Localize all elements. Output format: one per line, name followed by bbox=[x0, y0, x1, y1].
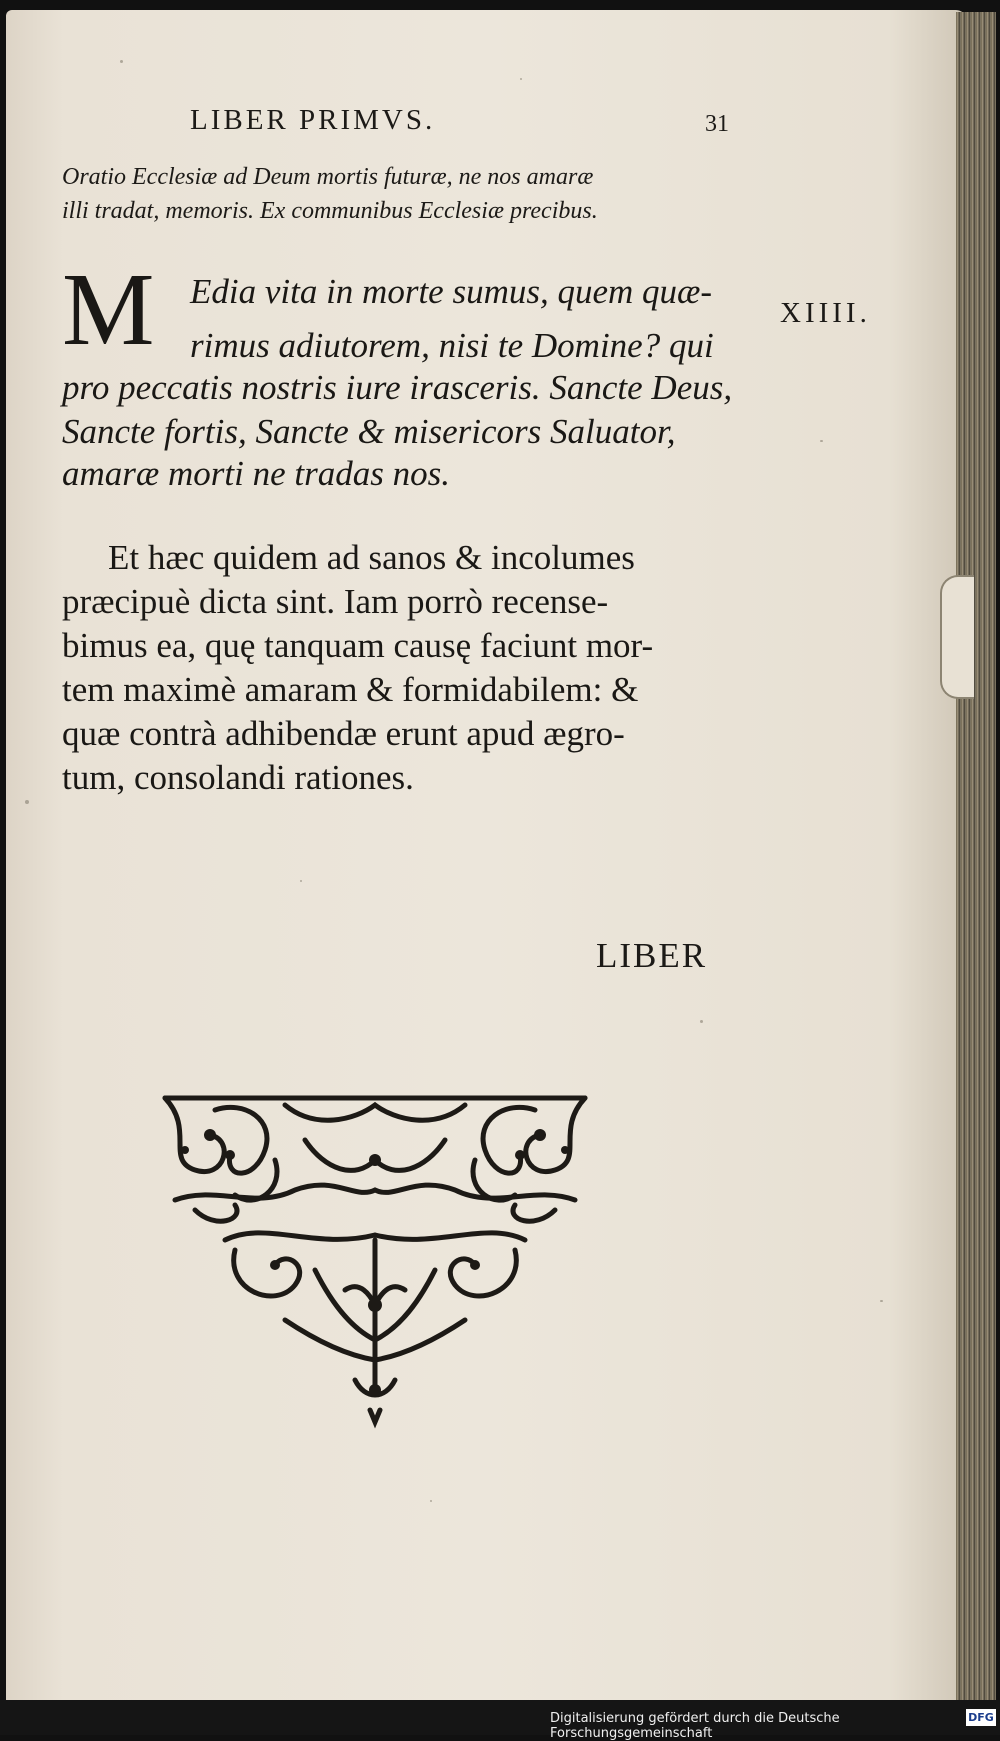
prayer-line: rimus adiutorem, nisi te Domine? qui bbox=[190, 326, 714, 365]
paragraph-line: quæ contrà adhibendæ erunt apud ægro- bbox=[62, 714, 625, 753]
dfg-logo: DFG bbox=[966, 1709, 996, 1726]
paragraph-line: præcipuè dicta sint. Iam porrò recense- bbox=[62, 582, 609, 621]
paper-speck bbox=[880, 1300, 883, 1302]
paper-speck bbox=[300, 880, 302, 882]
drop-cap: M bbox=[62, 252, 155, 367]
prayer-line: Edia vita in morte sumus, quem quæ- bbox=[190, 272, 713, 311]
paper-speck bbox=[120, 60, 123, 63]
paper-speck bbox=[520, 78, 522, 80]
paragraph-line: tum, consolandi rationes. bbox=[62, 758, 414, 797]
margin-numeral: XIIII. bbox=[780, 297, 871, 329]
page-number: 31 bbox=[705, 111, 729, 137]
footer-credit: Digitalisierung gefördert durch die Deutsche Forschungsgemeinschaft bbox=[550, 1711, 840, 1741]
caption-line: illi tradat, memoris. Ex communibus Ecclesiæ precibus. bbox=[62, 198, 598, 224]
paper-speck bbox=[430, 1500, 432, 1502]
prayer-line: amaræ morti ne tradas nos. bbox=[62, 454, 450, 493]
paper-speck bbox=[25, 800, 29, 804]
paper-speck bbox=[820, 440, 823, 442]
paper-tab bbox=[940, 575, 974, 699]
paragraph-line: bimus ea, quę tanquam causę faciunt mor- bbox=[62, 626, 654, 665]
catchword: LIBER bbox=[596, 936, 708, 975]
paper-speck bbox=[700, 1020, 703, 1023]
printers-fleuron-icon bbox=[155, 1090, 595, 1430]
running-head: LIBER PRIMVS. bbox=[190, 104, 436, 136]
page-edges bbox=[956, 12, 996, 1702]
prayer-line: pro peccatis nostris iure irasceris. Sancte Deus, bbox=[62, 368, 733, 407]
prayer-line: Sancte fortis, Sancte & misericors Saluator, bbox=[62, 412, 676, 451]
caption-line: Oratio Ecclesiæ ad Deum mortis futuræ, ne nos amaræ bbox=[62, 164, 594, 190]
paragraph-line: tem maximè amaram & formidabilem: & bbox=[62, 670, 639, 709]
paragraph-line: Et hæc quidem ad sanos & incolumes bbox=[108, 538, 635, 577]
